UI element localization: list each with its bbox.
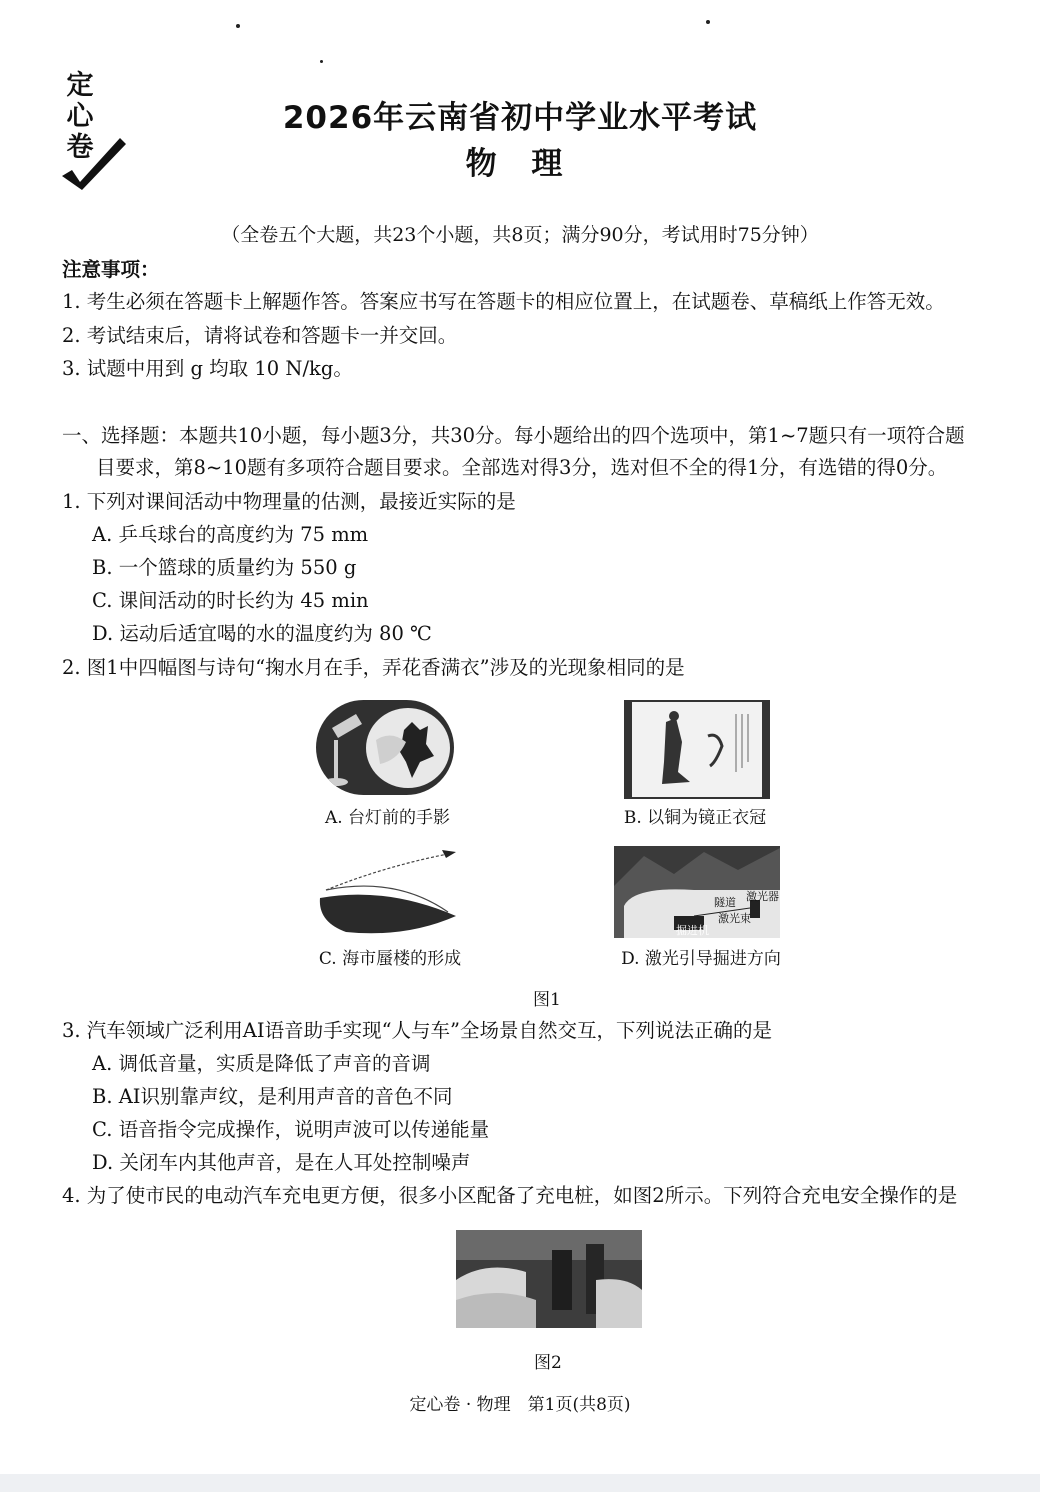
- scan-speck: [320, 60, 323, 63]
- notice-item: 2. 考试结束后，请将试卷和答题卡一并交回。: [62, 324, 458, 347]
- notice-item: 1. 考生必须在答题卡上解题作答。答案应书写在答题卡的相应位置上，在试题卷、草稿纸上作答无效。: [62, 290, 945, 313]
- page-footer: 定心卷 · 物理 第1页(共8页): [409, 1395, 631, 1415]
- question-stem: 1. 下列对课间活动中物理量的估测，最接近实际的是: [62, 490, 516, 513]
- figure-label-1: 图1: [533, 990, 561, 1010]
- label-tunneling-machine: 掘进机: [676, 924, 709, 937]
- figure-label-2: 图2: [534, 1353, 562, 1373]
- option: C. 语音指令完成操作，说明声波可以传递能量: [92, 1118, 490, 1141]
- question-stem: 4. 为了使市民的电动汽车充电更方便，很多小区配备了充电桩，如图2所示。下列符合充电安全操作的是: [62, 1184, 958, 1207]
- figure-d-laser-tunnel: [614, 846, 780, 938]
- figure-a-hand-shadow: [316, 700, 454, 795]
- logo-text: 定心卷: [66, 70, 94, 163]
- exam-title: 2026年云南省初中学业水平考试: [282, 100, 758, 136]
- figure-b-bronze-mirror: [624, 700, 770, 799]
- caption-b: B. 以铜为镜正衣冠: [623, 808, 767, 828]
- option: A. 乒乓球台的高度约为 75 mm: [92, 523, 369, 546]
- label-laser: 激光器: [746, 890, 779, 903]
- subject-title: 物 理: [465, 146, 575, 182]
- option: B. 一个篮球的质量约为 550 g: [92, 556, 357, 579]
- question-stem: 3. 汽车领域广泛利用AI语音助手实现“人与车”全场景自然交互，下列说法正确的是: [62, 1019, 773, 1042]
- question-stem: 2. 图1中四幅图与诗句“掬水月在手，弄花香满衣”涉及的光现象相同的是: [62, 656, 685, 679]
- section-intro: 一、选择题：本题共10小题，每小题3分，共30分。每小题给出的四个选项中，第1~7题只有一项符合题: [62, 424, 965, 447]
- option: D. 运动后适宜喝的水的温度约为 80 ℃: [92, 622, 432, 645]
- label-tunnel: 隧道: [714, 896, 736, 909]
- caption-a: A. 台灯前的手影: [324, 808, 451, 828]
- caption-d: D. 激光引导掘进方向: [621, 949, 781, 969]
- figure-c-mirage: [316, 846, 466, 938]
- caption-c: C. 海市蜃楼的形成: [318, 949, 462, 969]
- notice-heading: 注意事项：: [62, 258, 160, 281]
- figure-2-charging-pile: [456, 1230, 642, 1328]
- option: B. AI识别靠声纹，是利用声音的音色不同: [92, 1085, 453, 1108]
- scan-bottom-band: [0, 1474, 1040, 1492]
- scan-speck: [706, 20, 710, 24]
- section-intro: 目要求，第8~10题有多项符合题目要求。全部选对得3分，选对但不全的得1分，有选错的得0分。: [96, 456, 948, 479]
- scan-speck: [236, 24, 240, 28]
- option: D. 关闭车内其他声音，是在人耳处控制噪声: [92, 1151, 471, 1174]
- option: A. 调低音量，实质是降低了声音的音调: [92, 1052, 431, 1075]
- label-laser-beam: 激光束: [718, 912, 751, 925]
- exam-info: （全卷五个大题，共23个小题，共8页；满分90分，考试用时75分钟）: [221, 224, 819, 246]
- option: C. 课间活动的时长约为 45 min: [92, 589, 369, 612]
- notice-item: 3. 试题中用到 g 均取 10 N/kg。: [62, 357, 353, 380]
